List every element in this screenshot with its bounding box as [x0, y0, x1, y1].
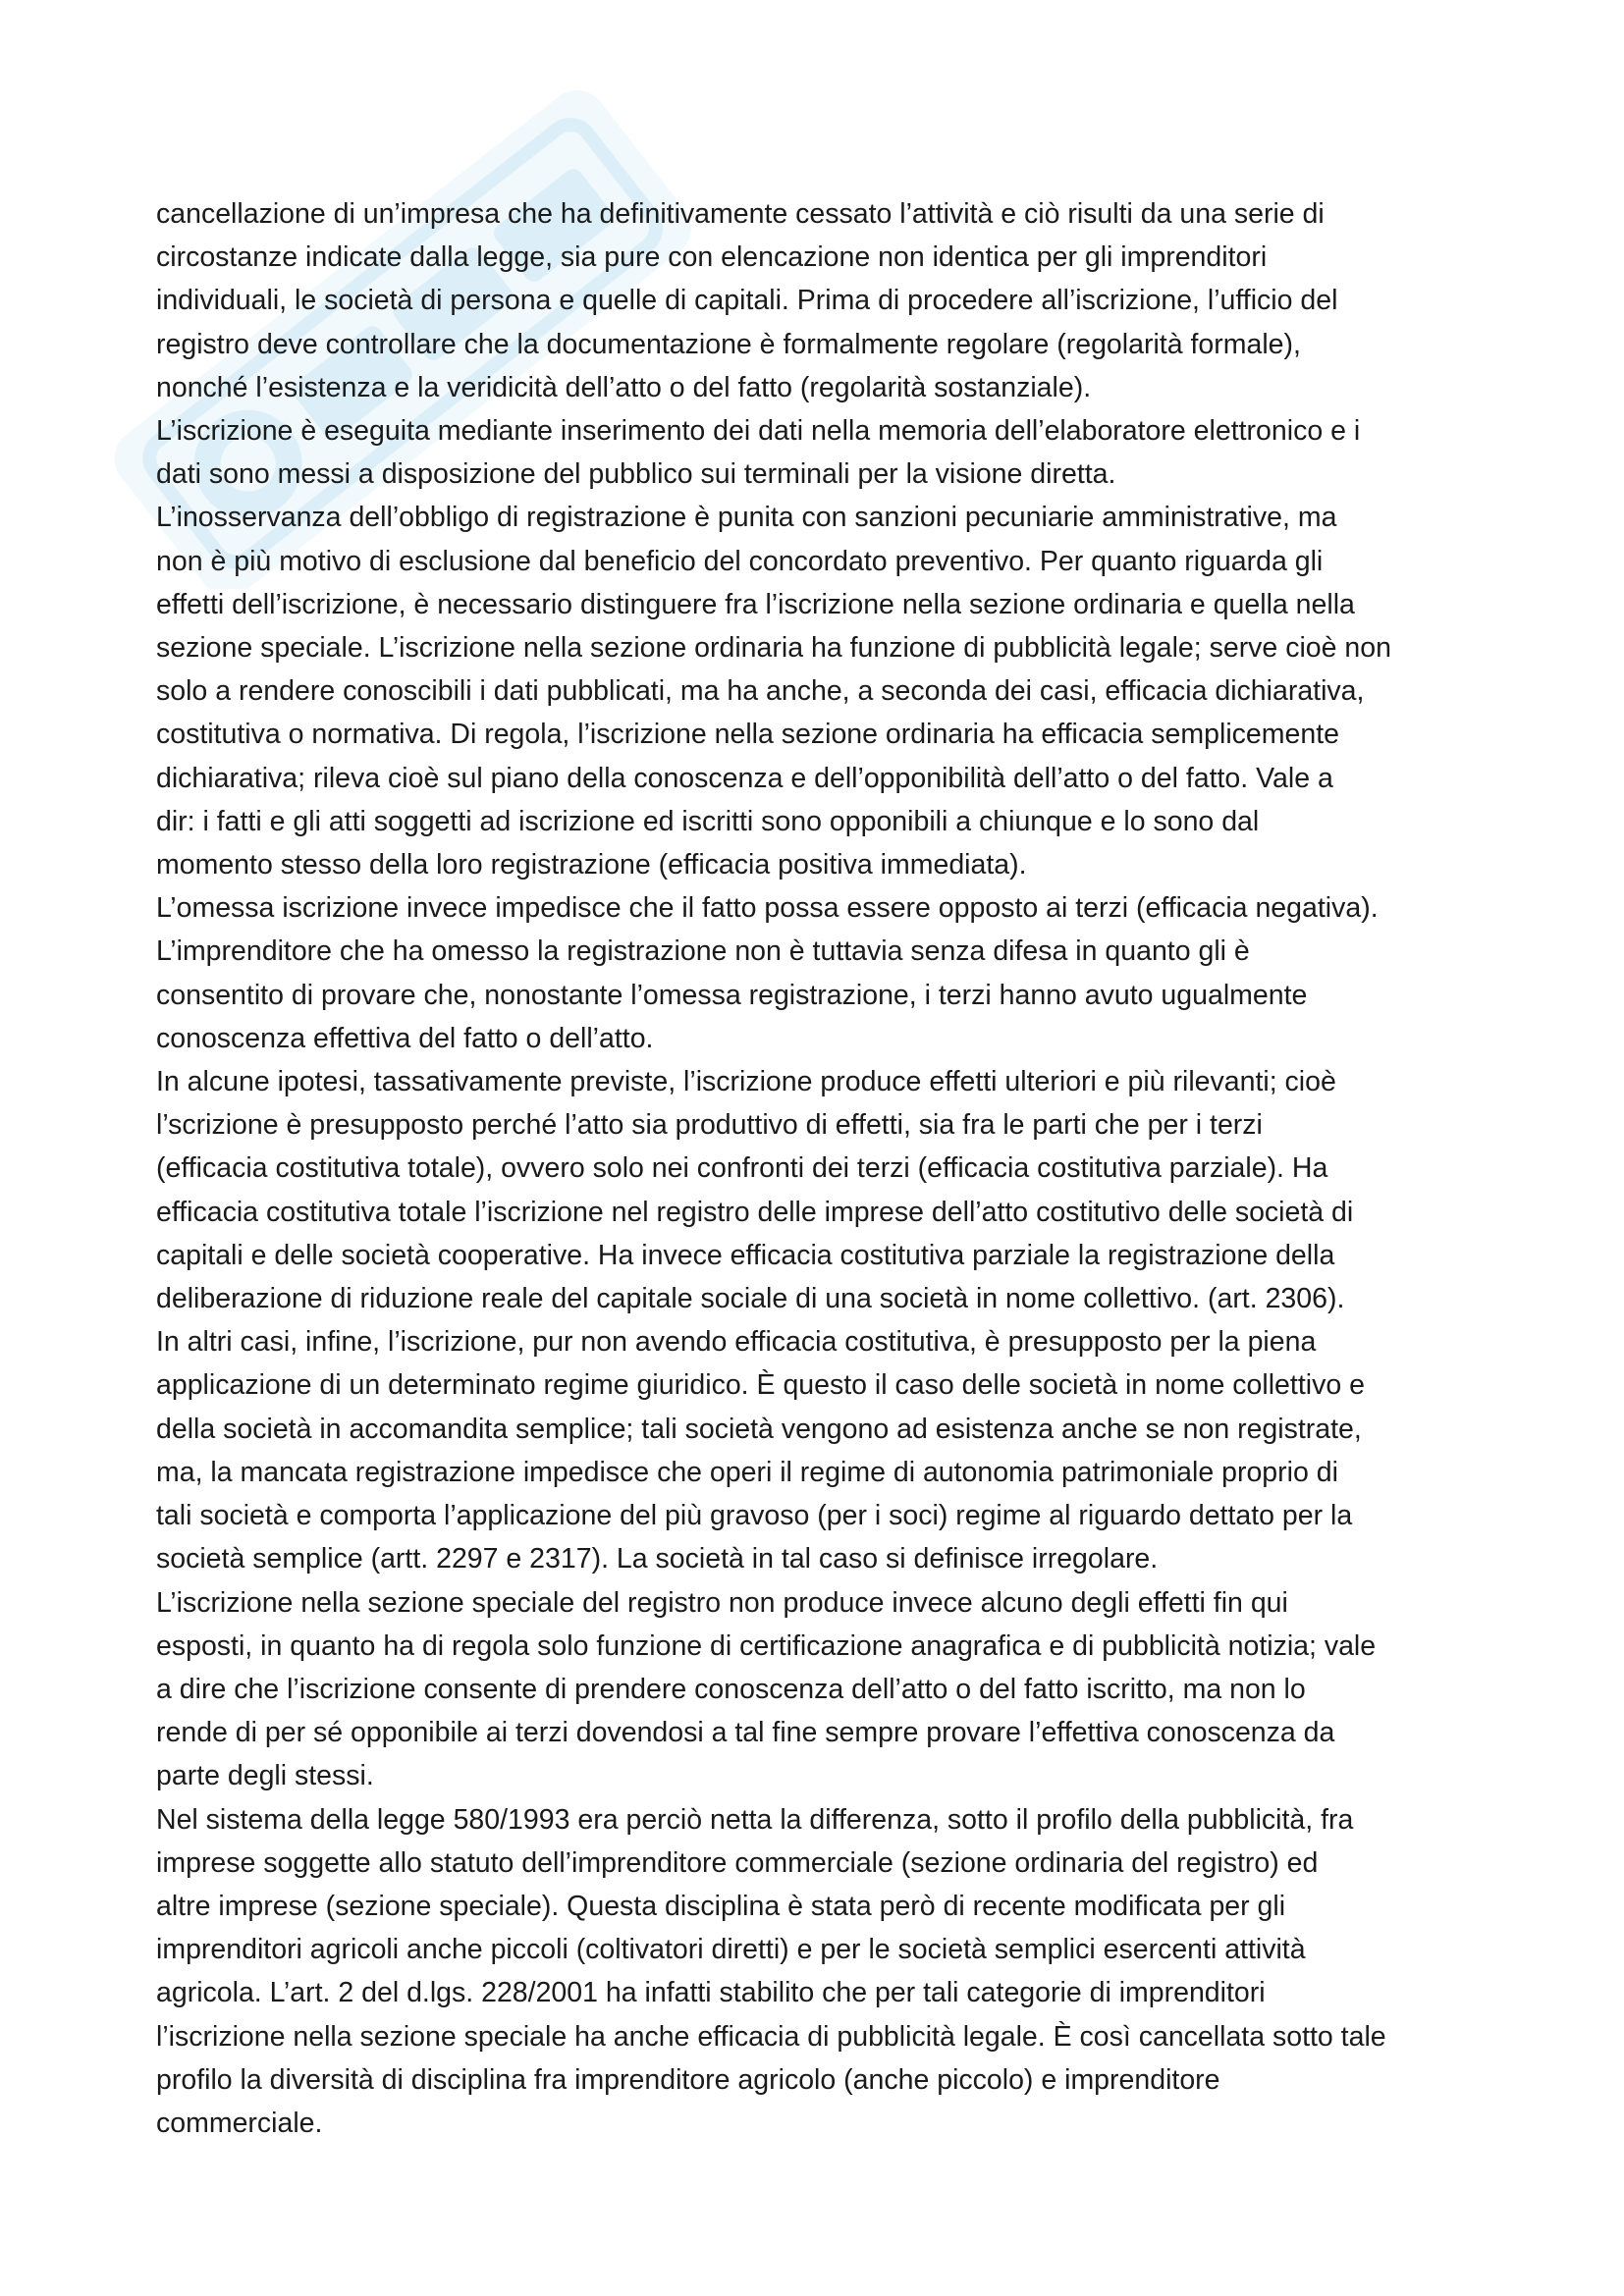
text-line: dir: i fatti e gli atti soggetti ad iscrizione ed iscritti sono opponibili a chiunque e lo sono dal: [156, 805, 1260, 837]
text-line: momento stesso della loro registrazione (efficacia positiva immediata).: [156, 849, 1027, 881]
text-line: Nel sistema della legge 580/1993 era perciò netta la differenza, sotto il profilo della pubblicità, fra: [156, 1803, 1354, 1836]
text-line: consentito di provare che, nonostante l’omessa registrazione, i terzi hanno avuto ugualmente: [156, 979, 1308, 1011]
text-line: In alcune ipotesi, tassativamente previste, l’iscrizione produce effetti ulteriori e più rilevanti; cioè: [156, 1066, 1336, 1098]
text-line: L’omessa iscrizione invece impedisce che il fatto possa essere opposto ai terzi (efficacia negativa).: [156, 892, 1379, 925]
text-line: L’imprenditore che ha omesso la registrazione non è tuttavia senza difesa in quanto gli è: [156, 935, 1250, 968]
text-line: della società in accomandita semplice; tali società vengono ad esistenza anche se non registrate,: [156, 1413, 1362, 1445]
text-line: costitutiva o normativa. Di regola, l’iscrizione nella sezione ordinaria ha efficacia semplicemente: [156, 719, 1339, 751]
text-line: imprese soggette allo statuto dell’imprenditore commerciale (sezione ordinaria del registro) ed: [156, 1846, 1319, 1879]
text-line: solo a rendere conoscibili i dati pubblicati, ma ha anche, a seconda dei casi, efficacia dichiarativa,: [156, 675, 1365, 708]
text-line: esposti, in quanto ha di regola solo funzione di certificazione anagrafica e di pubblicità notizia; vale: [156, 1629, 1377, 1662]
text-line: L’inosservanza dell’obbligo di registrazione è punita con sanzioni pecuniarie amministrative, ma: [156, 502, 1337, 534]
text-line: effetti dell’iscrizione, è necessario distinguere fra l’iscrizione nella sezione ordinaria e quella nella: [156, 588, 1355, 620]
text-line: parte degli stessi.: [156, 1760, 374, 1792]
text-line: a dire che l’iscrizione consente di prendere conoscenza dell’atto o del fatto iscritto, ma non lo: [156, 1673, 1306, 1705]
text-line: capitali e delle società cooperative. Ha invece efficacia costitutiva parziale la registrazione della: [156, 1239, 1335, 1271]
text-line: circostanze indicate dalla legge, sia pure con elencazione non identica per gli imprenditori: [156, 241, 1268, 274]
text-line: non è più motivo di esclusione dal beneficio del concordato preventivo. Per quanto riguarda gli: [156, 545, 1324, 577]
text-line: società semplice (artt. 2297 e 2317). La società in tal caso si definisce irregolare.: [156, 1543, 1159, 1575]
text-line: profilo la diversità di disciplina fra imprenditore agricolo (anche piccolo) e imprenditore: [156, 2063, 1220, 2096]
text-line: conoscenza effettiva del fatto o dell’atto.: [156, 1022, 654, 1054]
text-line: dichiarativa; rileva cioè sul piano della conoscenza e dell’opponibilità dell’atto o del fatto. Vale a: [156, 762, 1333, 794]
text-line: agricola. L’art. 2 del d.lgs. 228/2001 ha infatti stabilito che per tali categorie di imprenditori: [156, 1977, 1266, 2009]
text-line: registro deve controllare che la documentazione è formalmente regolare (regolarità formale),: [156, 328, 1301, 360]
document-body: [156, 192, 1477, 2145]
text-line: applicazione di un determinato regime giuridico. È questo il caso delle società in nome collettivo e: [156, 1369, 1365, 1402]
text-line: dati sono messi a disposizione del pubblico sui terminali per la visione diretta.: [156, 458, 1116, 491]
text-line: sezione speciale. L’iscrizione nella sezione ordinaria ha funzione di pubblicità legale; serve cioè non: [156, 632, 1391, 665]
text-line: l’iscrizione nella sezione speciale ha anche efficacia di pubblicità legale. È così cancellata sotto tale: [156, 2020, 1386, 2053]
text-line: l’scrizione è presupposto perché l’atto sia produttivo di effetti, sia fra le parti che per i terzi: [156, 1109, 1263, 1142]
text-line: L’iscrizione è eseguita mediante inserimento dei dati nella memoria dell’elaboratore elettronico e i: [156, 415, 1361, 448]
text-line: In altri casi, infine, l’iscrizione, pur non avendo efficacia costitutiva, è presupposto per la piena: [156, 1326, 1317, 1359]
text-line: L’iscrizione nella sezione speciale del registro non produce invece alcuno degli effetti fin qui: [156, 1586, 1288, 1619]
text-line: cancellazione di un’impresa che ha definitivamente cessato l’attività e ciò risulti da una serie di: [156, 198, 1325, 230]
text-line: commerciale.: [156, 2107, 323, 2139]
text-line: tali società e comporta l’applicazione del più gravoso (per i soci) regime al riguardo dettato per la: [156, 1500, 1353, 1532]
text-line: ma, la mancata registrazione impedisce che operi il regime di autonomia patrimoniale proprio di: [156, 1456, 1338, 1488]
text-line: (efficacia costitutiva totale), ovvero solo nei confronti dei terzi (efficacia costitutiva parziale). Ha: [156, 1152, 1328, 1185]
text-line: individuali, le società di persona e quelle di capitali. Prima di procedere all’iscrizione, l’ufficio del: [156, 285, 1338, 317]
text-line: efficacia costitutiva totale l’iscrizione nel registro delle imprese dell’atto costitutivo delle società di: [156, 1196, 1354, 1228]
text-line: deliberazione di riduzione reale del capitale sociale di una società in nome collettivo. (art. 2306).: [156, 1283, 1345, 1315]
text-line: altre imprese (sezione speciale). Questa disciplina è stata però di recente modificata per gli: [156, 1890, 1286, 1922]
text-line: nonché l’esistenza e la veridicità dell’atto o del fatto (regolarità sostanziale).: [156, 371, 1092, 403]
text-line: rende di per sé opponibile ai terzi dovendosi a tal fine sempre provare l’effettiva conoscenza da: [156, 1717, 1335, 1749]
text-line: imprenditori agricoli anche piccoli (coltivatori diretti) e per le società semplici esercenti attività: [156, 1934, 1306, 1966]
